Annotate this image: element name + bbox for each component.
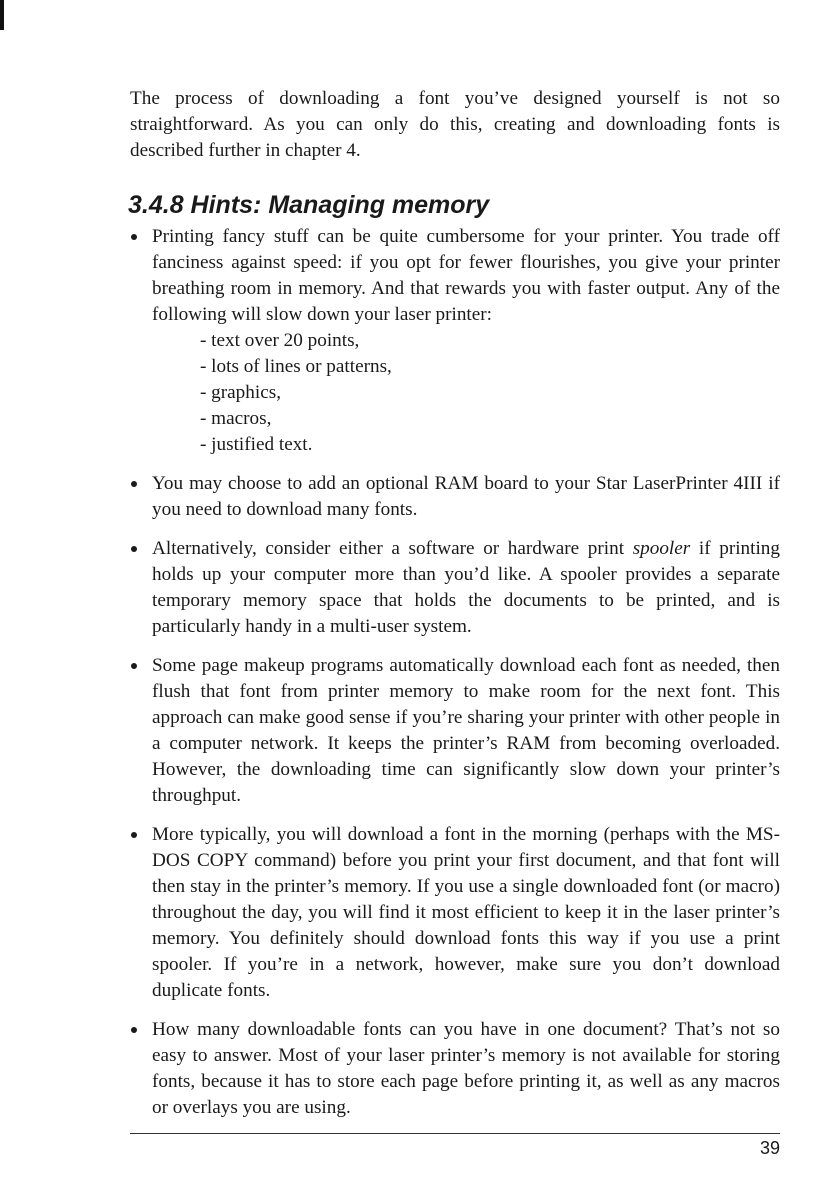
list-item-text: How many downloadable fonts can you have in one document? That’s not so easy to answer. Most of your laser printer’s memory is not available for storing fonts, because it has to store each page before printing it, as well as any macros or overlays you are using. (152, 1019, 780, 1118)
intro-paragraph: The process of downloading a font you’ve designed yourself is not so straightforward. As you can only do this, creating and downloading fonts is described further in chapter 4. (130, 88, 780, 161)
section-heading: 3.4.8 Hints: Managing memory (128, 191, 490, 219)
sublist-item: - text over 20 points, (200, 330, 360, 351)
list-item-text (152, 536, 780, 640)
sublist-item: - macros, (200, 408, 272, 429)
list-item (130, 822, 780, 1004)
page-body (130, 86, 780, 1134)
list-item-text: More typically, you will download a font in the morning (perhaps with the MS-DOS COPY command) before you print your first document, and that font will then stay in the printer’s memory. If you use a single downloaded font (or macro) throughout the day, you will find it most efficient to keep it in the laser printer’s memory. You definitely should download fonts this way if you use a print spooler. If you’re in a network, however, make sure you don’t download duplicate fonts. (152, 824, 780, 1001)
list-item-text: Some page makeup programs automatically download each font as needed, then flush that font from printer memory to make room for the next font. This approach can make good sense if you’re sharing your printer with other people in a computer network. It keeps the printer’s RAM from becoming overloaded. However, the downloading time can significantly slow down your printer’s throughput. (152, 655, 780, 806)
page-number: 39 (759, 1138, 780, 1158)
list-item (130, 471, 780, 523)
list-item-text: Printing fancy stuff can be quite cumbersome for your printer. You trade off fanciness against speed: if you opt for fewer flourishes, you give your printer breathing room in memory. And that rewards you with faster output. Any of the following will slow down your laser printer: (152, 226, 780, 325)
hints-list (130, 224, 780, 1121)
list-item (130, 224, 780, 458)
spooler-term: spooler (632, 538, 691, 559)
list-item (130, 536, 780, 640)
text-segment: Alternatively, consider either a software or hardware print (152, 538, 633, 559)
text-segment: if printing holds up your computer more than you’d like. A spooler provides a separate temporary memory space that holds the documents to be printed, and is particularly handy in a multi-user system. (152, 538, 780, 637)
binding-mark (0, 0, 4, 30)
list-item (130, 1017, 780, 1121)
sublist-item: - lots of lines or patterns, (200, 356, 392, 377)
slowdown-sublist (200, 328, 780, 458)
footer-rule (130, 1133, 780, 1134)
sublist-item: - justified text. (200, 434, 313, 455)
list-item (130, 653, 780, 809)
sublist-item: - graphics, (200, 382, 281, 403)
list-item-text: You may choose to add an optional RAM board to your Star LaserPrinter 4III if you need to download many fonts. (152, 473, 780, 520)
